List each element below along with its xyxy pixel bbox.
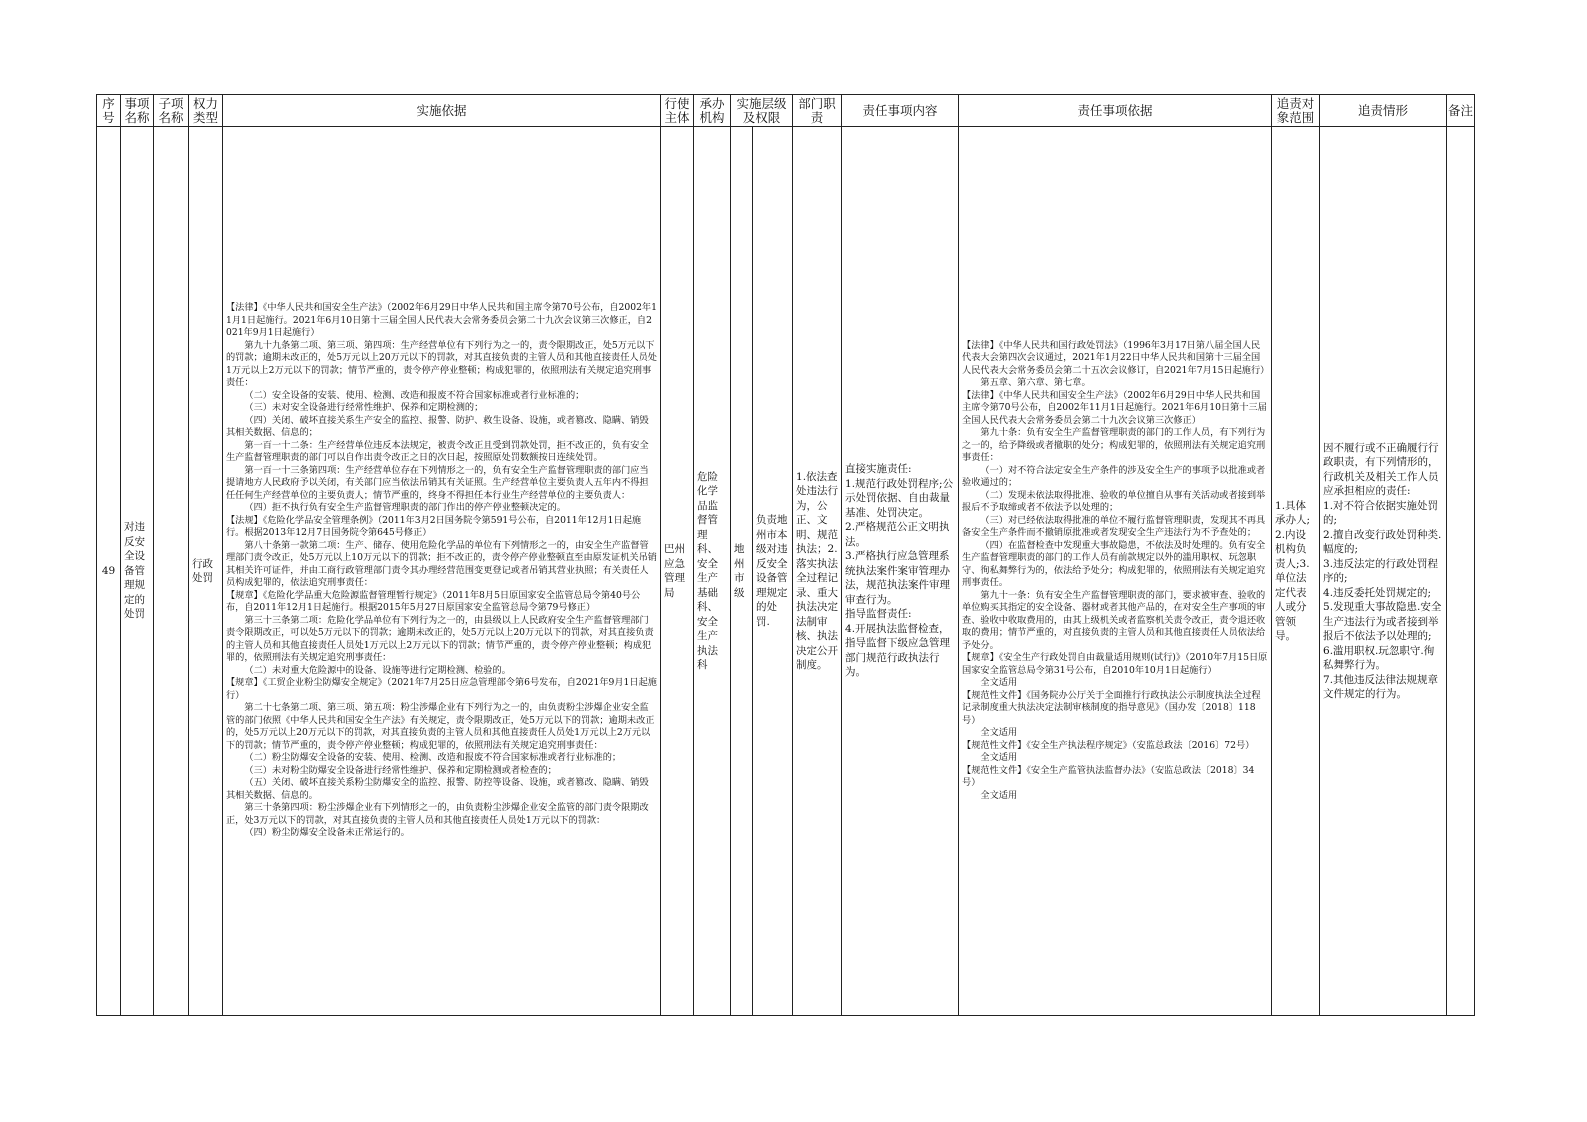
basis-paragraph: 第八十条第一款第二项：生产、储存、使用危险化学品的单位有下列情形之一的，由安全生产监督管理部门责令改正，处5万元以上10万元以下的罚款；拒不改正的，责令停产停业整顿直至由原发证机关吊销其相关许可证件，并由工商行政管理部门责令其办理经营范围变更登记或者吊销其营业执照；有关责任人员构成犯罪的，依法追究刑事责任： — [226, 539, 657, 589]
resp-basis-paragraph: （一）对不符合法定安全生产条件的涉及安全生产的事项予以批准或者验收通过的； — [962, 464, 1266, 489]
cell-power-type: 行政处罚 — [189, 127, 223, 1016]
situation-line: 7.其他违反法律法规规章文件规定的行为。 — [1323, 673, 1439, 700]
header-resp-basis: 责任事项依据 — [959, 95, 1272, 127]
resp-content-line: 指导监督责任: — [845, 608, 912, 621]
header-subject: 行使主体 — [661, 95, 694, 127]
header-item-name: 事项名称 — [121, 95, 154, 127]
cell-basis — [223, 127, 661, 1016]
header-basis: 实施依据 — [223, 95, 661, 127]
basis-paragraph: 【规章】《危险化学品重大危险源监督管理暂行规定》（2011年8月5日原国家安全监管总局令第40号公布，自2011年12月1日起施行。根据2015年5月27日原国家安全监管总局令第79号修正） — [226, 589, 641, 614]
header-power-type: 权力类型 — [189, 95, 223, 127]
situation-line: 5.发现重大事故隐患.安全生产违法行为或者接到举报后不依法予以处理的; — [1323, 601, 1442, 642]
cell-situation — [1320, 127, 1447, 1016]
cell-agency: 危险化学品监督管理科、安全生产基础科、安全生产执法科 — [694, 127, 731, 1016]
situation-line: 因不履行或不正确履行行政职责，有下列情形的，行政机关及相关工作人员应承担相应的责任: — [1323, 441, 1439, 497]
table-row — [97, 127, 1475, 1016]
situation-line: 1.对不符合依据实施处罚的; — [1323, 499, 1439, 526]
resp-basis-paragraph: 【规范性文件】《国务院办公厅关于全面推行行政执法公示制度执法全过程记录制度重大执法决定法制审核制度的指导意见》（国办发〔2018〕118号） — [962, 689, 1261, 726]
basis-paragraph: （四）拒不执行负有安全生产监督管理职责的部门作出的停产停业整顿决定的。 — [244, 502, 566, 514]
basis-paragraph: （二）安全设备的安装、使用、检测、改造和报废不符合国家标准或者行业标准的； — [244, 389, 585, 401]
resp-content-line: 2.严格规范公正文明执法。 — [845, 521, 950, 548]
cell-resp-basis — [959, 127, 1272, 1016]
cell-dept-duty: 1.依法查处违法行为，公正、文明、规范执法；2.落实执法全过程记录、重大执法决定法制审核、执法决定公开制度。 — [793, 127, 842, 1016]
basis-paragraph: （五）关闭、破坏直接关系粉尘防爆安全的监控、报警、防控等设备、设施，或者篡改、隐瞒、销毁其相关数据、信息的。 — [226, 777, 649, 801]
cell-note — [1447, 127, 1475, 1016]
basis-paragraph: 第九十九条第二项、第三项、第四项：生产经营单位有下列行为之一的，责令限期改正，处5万元以下的罚款；逾期未改正的，处5万元以上20万元以下的罚款，对其直接负责的主管人员和其他直接责任人员处1万元以上2万元以下的罚款；情节严重的，责令停产停业整顿；构成犯罪的，依照刑法有关规定追究刑事责任： — [226, 339, 657, 389]
basis-paragraph: 第三十三条第二项：危险化学品单位有下列行为之一的，由县级以上人民政府安全生产监督管理部门责令限期改正，可以处5万元以下的罚款；逾期未改正的，处5万元以上20万元以下的罚款，对其直接负责的主管人员和其他直接责任人员处1万元以上2万元以下的罚款；情节严重的，责令停产停业整顿；构成犯罪的，依照刑法有关规定追究刑事责任： — [226, 614, 654, 664]
basis-paragraph: （二）未对重大危险源中的设备、设施等进行定期检测、检验的。 — [244, 664, 511, 676]
situation-line: 2.擅自改变行政处罚种类.幅度的; — [1323, 528, 1442, 555]
header-level: 实施层级及权限 — [731, 95, 793, 127]
header-subitem-name: 子项名称 — [154, 95, 189, 127]
resp-basis-paragraph: 第九十一条：负有安全生产监督管理职责的部门，要求被审查、验收的单位购买其指定的安全设备、器材或者其他产品的，在对安全生产事项的审查、验收中收取费用的，由其上级机关或者监察机关责令改正，责令退还收取的费用；情节严重的，对直接负责的主管人员和其他直接责任人员依法给予处分。 — [962, 589, 1266, 651]
resp-content-line: 4.开展执法监督检查，指导监督下级应急管理部门规范行政执法行为。 — [845, 622, 951, 679]
situation-line: 3.违反法定的行政处罚程序的; — [1323, 557, 1439, 584]
situation-line: 6.滥用职权.玩忽职守.徇私舞弊行为。 — [1323, 644, 1435, 671]
resp-basis-paragraph: 全文适用 — [980, 677, 1018, 689]
resp-basis-paragraph: 第九十条：负有安全生产监督管理职责的部门的工作人员，有下列行为之一的，给予降级或者撤职的处分；构成犯罪的，依照刑法有关规定追究刑事责任： — [962, 427, 1266, 464]
header-dept-duty: 部门职责 — [793, 95, 842, 127]
cell-subject: 巴州应急管理局 — [661, 127, 694, 1016]
cell-resp-content — [842, 127, 959, 1016]
basis-paragraph: 【法规】《危险化学品安全管理条例》（2011年3月2日国务院令第591号公布，自2011年12月1日起施行。根据2013年12月7日国务院令第645号修正） — [226, 514, 642, 539]
resp-basis-paragraph: （二）发现未依法取得批准、验收的单位擅自从事有关活动或者接到举报后不予取缔或者不依法予以处理的； — [962, 489, 1266, 514]
resp-content-line: 1.规范行政处罚程序;公示处罚依据、自由裁量基准、处罚决定。 — [845, 477, 954, 519]
header-resp-content: 责任事项内容 — [842, 95, 959, 127]
situation-line: 4.违反委托处罚规定的; — [1323, 586, 1432, 599]
basis-paragraph: 第一百一十二条：生产经营单位违反本法规定，被责令改正且受到罚款处罚，拒不改正的，负有安全生产监督管理职责的部门可以自作出责令改正之日的次日起，按照原处罚数额按日连续处罚。 — [226, 439, 649, 464]
resp-basis-paragraph: 全文适用 — [980, 789, 1018, 801]
basis-paragraph: 第二十七条第二项、第三项、第五项：粉尘涉爆企业有下列行为之一的，由负责粉尘涉爆企业安全监管的部门依照《中华人民共和国安全生产法》有关规定，责令限期改正，处5万元以下的罚款；逾期未改正的，处5万元以上20万元以下的罚款，对其直接负责的主管人员和其他直接责任人员处1万元以上2万元以下的罚款；情节严重的，责令停产停业整顿；构成犯罪的，依照刑法有关规定追究刑事责任： — [226, 702, 655, 751]
resp-basis-paragraph: 【规范性文件】《安全生产监管执法监督办法》（安监总政法〔2018〕34号） — [962, 764, 1255, 789]
resp-basis-paragraph: 【规范性文件】《安全生产执法程序规定》（安监总政法〔2016〕72号） — [962, 739, 1255, 751]
basis-paragraph: （四）粉尘防爆安全设备未正常运行的。 — [244, 827, 410, 839]
resp-basis-paragraph: 第五章、第六章、第七章。 — [980, 377, 1091, 389]
basis-paragraph: （二）粉尘防爆安全设备的安装、使用、检测、改造和报废不符合国家标准或者行业标准的； — [244, 752, 622, 764]
basis-paragraph: 第三十条第四项：粉尘涉爆企业有下列情形之一的，由负责粉尘涉爆企业安全监管的部门责令限期改正，处3万元以下的罚款，对其直接负责的主管人员和其他直接责任人员处1万元以下的罚款： — [226, 802, 649, 826]
resp-basis-paragraph: （三）对已经依法取得批准的单位不履行监督管理职责，发现其不再具备安全生产条件而不撤销原批准或者发现安全生产违法行为不予查处的； — [962, 514, 1266, 539]
header-agency: 承办机构 — [694, 95, 731, 127]
cell-level-b: 负责地州市本级对违反安全设备管理规定的处罚. — [753, 127, 793, 1016]
header-row — [97, 95, 1475, 127]
resp-basis-paragraph: 全文适用 — [980, 752, 1018, 764]
cell-subitem-name — [154, 127, 189, 1016]
header-seq: 序号 — [97, 95, 121, 127]
cell-seq: 49 — [97, 127, 121, 1016]
basis-paragraph: （四）关闭、破坏直接关系生产安全的监控、报警、防护、救生设备、设施，或者篡改、隐瞒、销毁其相关数据、信息的； — [226, 414, 649, 439]
header-scope: 追责对象范围 — [1272, 95, 1320, 127]
resp-basis-paragraph: 【法律】《中华人民共和国安全生产法》（2002年6月29日中华人民共和国主席令第70号公布，自2002年11月1日起施行。2021年6月10日第十三届全国人民代表大会常务委员会第二十九次会议第三次修正） — [962, 389, 1267, 426]
basis-paragraph: 【规章】《工贸企业粉尘防爆安全规定》（2021年7月25日应急管理部令第6号发布，自2021年9月1日起施行） — [226, 677, 657, 701]
basis-paragraph: （三）未对粉尘防爆安全设备进行经常性维护、保养和定期检测或者检查的； — [244, 764, 557, 776]
header-note: 备注 — [1447, 95, 1475, 127]
resp-basis-paragraph: 全文适用 — [980, 727, 1018, 739]
resp-basis-paragraph: 【规章】《安全生产行政处罚自由裁量适用规则(试行)》（2010年7月15日原国家安全监管总局令第31号公布，自2010年10月1日起施行） — [962, 652, 1268, 676]
basis-paragraph: 第一百一十三条第四项：生产经营单位存在下列情形之一的，负有安全生产监督管理职责的部门应当提请地方人民政府予以关闭，有关部门应当依法吊销其有关证照。生产经营单位主要负责人五年内不得担任任何生产经营单位的主要负责人；情节严重的，终身不得担任本行业生产经营单位的主要负责人： — [226, 464, 649, 501]
cell-item-name: 对违反安全设备管理规定的处罚 — [121, 127, 154, 1016]
basis-paragraph: 【法律】《中华人民共和国安全生产法》（2002年6月29日中华人民共和国主席令第70号公布，自2002年11月1日起施行。2021年6月10日第十三届全国人民代表大会常务委员会第二十九次会议第三次修正，自2021年9月1日起施行） — [226, 302, 657, 339]
cell-scope: 1.具体承办人;2.内设机构负责人;3.单位法定代表人或分管领导。 — [1272, 127, 1320, 1016]
responsibility-table — [96, 94, 1475, 1016]
resp-content-line: 直接实施责任: — [845, 463, 912, 476]
resp-basis-paragraph: 【法律】《中华人民共和国行政处罚法》（1996年3月17日第八届全国人民代表大会第四次会议通过，2021年1月22日中华人民共和国第十三届全国人民代表大会常务委员会第二十五次会议修订，自2021年7月15日起施行） — [962, 339, 1270, 376]
resp-basis-paragraph: （四）在监督检查中发现重大事故隐患，不依法及时处理的。负有安全生产监督管理职责的部门的工作人员有前款规定以外的滥用职权、玩忽职守、徇私舞弊行为的，依法给予处分；构成犯罪的，依照刑法有关规定追究刑事责任。 — [962, 539, 1266, 589]
cell-level-a: 地州市级 — [731, 127, 753, 1016]
basis-paragraph: （三）未对安全设备进行经常性维护、保养和定期检测的； — [244, 402, 484, 414]
header-situation: 追责情形 — [1320, 95, 1447, 127]
resp-content-line: 3.严格执行应急管理系统执法案件案审管理办法，规范执法案件审理审查行为。 — [845, 550, 951, 606]
